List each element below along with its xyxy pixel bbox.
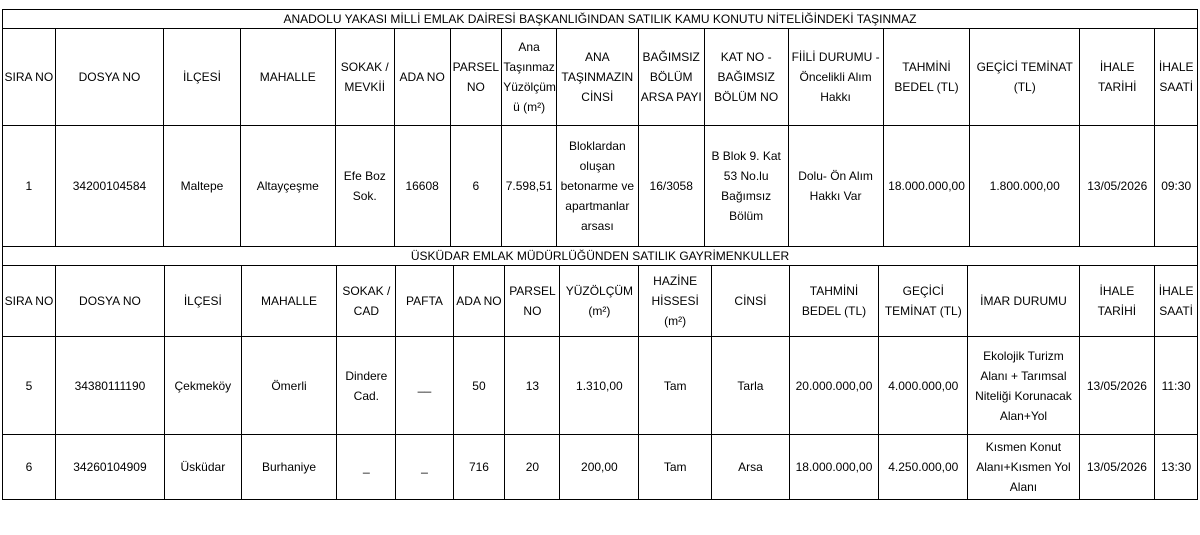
table-section-2 [2, 246, 1198, 500]
table-cell: 6 [450, 126, 502, 247]
header-cell: YÜZÖLÇÜM (m²) [560, 266, 639, 337]
header-cell: DOSYA NO [55, 266, 164, 337]
header-cell: Ana Taşınmaz Yüzölçüm ü (m²) [502, 29, 557, 126]
table-cell: 5 [3, 337, 56, 435]
header-cell: ANA TAŞINMAZIN CİNSİ [556, 29, 638, 126]
table-cell: __ [396, 337, 453, 435]
table-cell: 1.800.000,00 [970, 126, 1080, 247]
header-cell: İHALE SAATİ [1155, 266, 1198, 337]
table-cell: 34260104909 [55, 435, 164, 500]
header-cell: KAT NO - BAĞIMSIZ BÖLÜM NO [704, 29, 788, 126]
header-cell: MAHALLE [240, 29, 335, 126]
header-cell: ADA NO [453, 266, 505, 337]
table-cell: Çekmeköy [164, 337, 241, 435]
header-cell: PARSEL NO [505, 266, 560, 337]
table-cell: 6 [3, 435, 56, 500]
table-cell: 13/05/2026 [1080, 126, 1155, 247]
table-cell: 34380111190 [55, 337, 164, 435]
header-cell: BAĞIMSIZ BÖLÜM ARSA PAYI [638, 29, 704, 126]
header-cell: TAHMİNİ BEDEL (TL) [883, 29, 970, 126]
table-cell: 200,00 [560, 435, 639, 500]
table-row [3, 126, 1198, 247]
header-cell: PARSEL NO [450, 29, 502, 126]
header-cell: HAZİNE HİSSESİ (m²) [639, 266, 712, 337]
section-1-title-row [3, 10, 1198, 29]
table-cell: Altayçeşme [240, 126, 335, 247]
table-cell: Dolu- Ön Alım Hakkı Var [788, 126, 883, 247]
table-cell: 716 [453, 435, 505, 500]
header-cell: İLÇESİ [164, 29, 240, 126]
header-cell: SIRA NO [3, 29, 56, 126]
table-cell: 13:30 [1155, 435, 1198, 500]
table-cell: 1 [3, 126, 56, 247]
section-1-title: ANADOLU YAKASI MİLLİ EMLAK DAİRESİ BAŞKANLIĞINDAN SATILIK KAMU KONUTU NİTELİĞİNDEKİ TAŞINMAZ [3, 10, 1198, 29]
table-cell: 7.598,51 [502, 126, 557, 247]
section-2-header-row [3, 266, 1198, 337]
table-cell: 4.000.000,00 [879, 337, 968, 435]
table-cell: 13 [505, 337, 560, 435]
table-cell: 11:30 [1155, 337, 1198, 435]
table-cell: Burhaniye [241, 435, 337, 500]
table-cell: Ekolojik Turizm Alanı + Tarımsal Niteliği Korunacak Alan+Yol [968, 337, 1079, 435]
table-cell: 16/3058 [638, 126, 704, 247]
table-cell: 20 [505, 435, 560, 500]
document-page [2, 9, 1198, 500]
header-cell: SIRA NO [3, 266, 56, 337]
header-cell: TAHMİNİ BEDEL (TL) [789, 266, 878, 337]
table-cell: Maltepe [164, 126, 240, 247]
header-cell: GEÇİCİ TEMİNAT (TL) [879, 266, 968, 337]
header-cell: SOKAK / MEVKİİ [335, 29, 394, 126]
table-cell: 16608 [394, 126, 450, 247]
header-cell: ADA NO [394, 29, 450, 126]
table-cell: Bloklardan oluşan betonarme ve apartmanlar arsası [556, 126, 638, 247]
header-cell: CİNSİ [712, 266, 790, 337]
header-cell: İHALE SAATİ [1155, 29, 1198, 126]
header-cell: SOKAK / CAD [337, 266, 396, 337]
header-cell: İHALE TARİHİ [1079, 266, 1155, 337]
table-cell: _ [337, 435, 396, 500]
table-section-1 [2, 9, 1198, 247]
table-cell: 09:30 [1155, 126, 1198, 247]
table-cell: 20.000.000,00 [789, 337, 878, 435]
section-2-title: ÜSKÜDAR EMLAK MÜDÜRLÜĞÜNDEN SATILIK GAYRİMENKULLER [3, 247, 1198, 266]
section-2-title-row [3, 247, 1198, 266]
table-cell: 13/05/2026 [1079, 337, 1155, 435]
table-cell: Kısmen Konut Alanı+Kısmen Yol Alanı [968, 435, 1079, 500]
table-cell: 34200104584 [55, 126, 164, 247]
table-cell: Tarla [712, 337, 790, 435]
table-cell: Efe Boz Sok. [335, 126, 394, 247]
table-cell: Tam [639, 337, 712, 435]
header-cell: PAFTA [396, 266, 453, 337]
table-cell: Arsa [712, 435, 790, 500]
header-cell: DOSYA NO [55, 29, 164, 126]
table-cell: B Blok 9. Kat 53 No.lu Bağımsız Bölüm [704, 126, 788, 247]
header-cell: GEÇİCİ TEMİNAT (TL) [970, 29, 1080, 126]
table-cell: 13/05/2026 [1079, 435, 1155, 500]
table-cell: Dindere Cad. [337, 337, 396, 435]
table-cell: 18.000.000,00 [883, 126, 970, 247]
table-row [3, 337, 1198, 435]
header-cell: İHALE TARİHİ [1080, 29, 1155, 126]
table-row [3, 435, 1198, 500]
table-cell: 50 [453, 337, 505, 435]
table-cell: 4.250.000,00 [879, 435, 968, 500]
table-cell: _ [396, 435, 453, 500]
header-cell: MAHALLE [241, 266, 337, 337]
table-cell: 1.310,00 [560, 337, 639, 435]
table-cell: Tam [639, 435, 712, 500]
section-1-header-row [3, 29, 1198, 126]
table-cell: 18.000.000,00 [789, 435, 878, 500]
table-cell: Üsküdar [164, 435, 241, 500]
header-cell: İLÇESİ [164, 266, 241, 337]
header-cell: İMAR DURUMU [968, 266, 1079, 337]
table-cell: Ömerli [241, 337, 337, 435]
header-cell: FİİLİ DURUMU - Öncelikli Alım Hakkı [788, 29, 883, 126]
